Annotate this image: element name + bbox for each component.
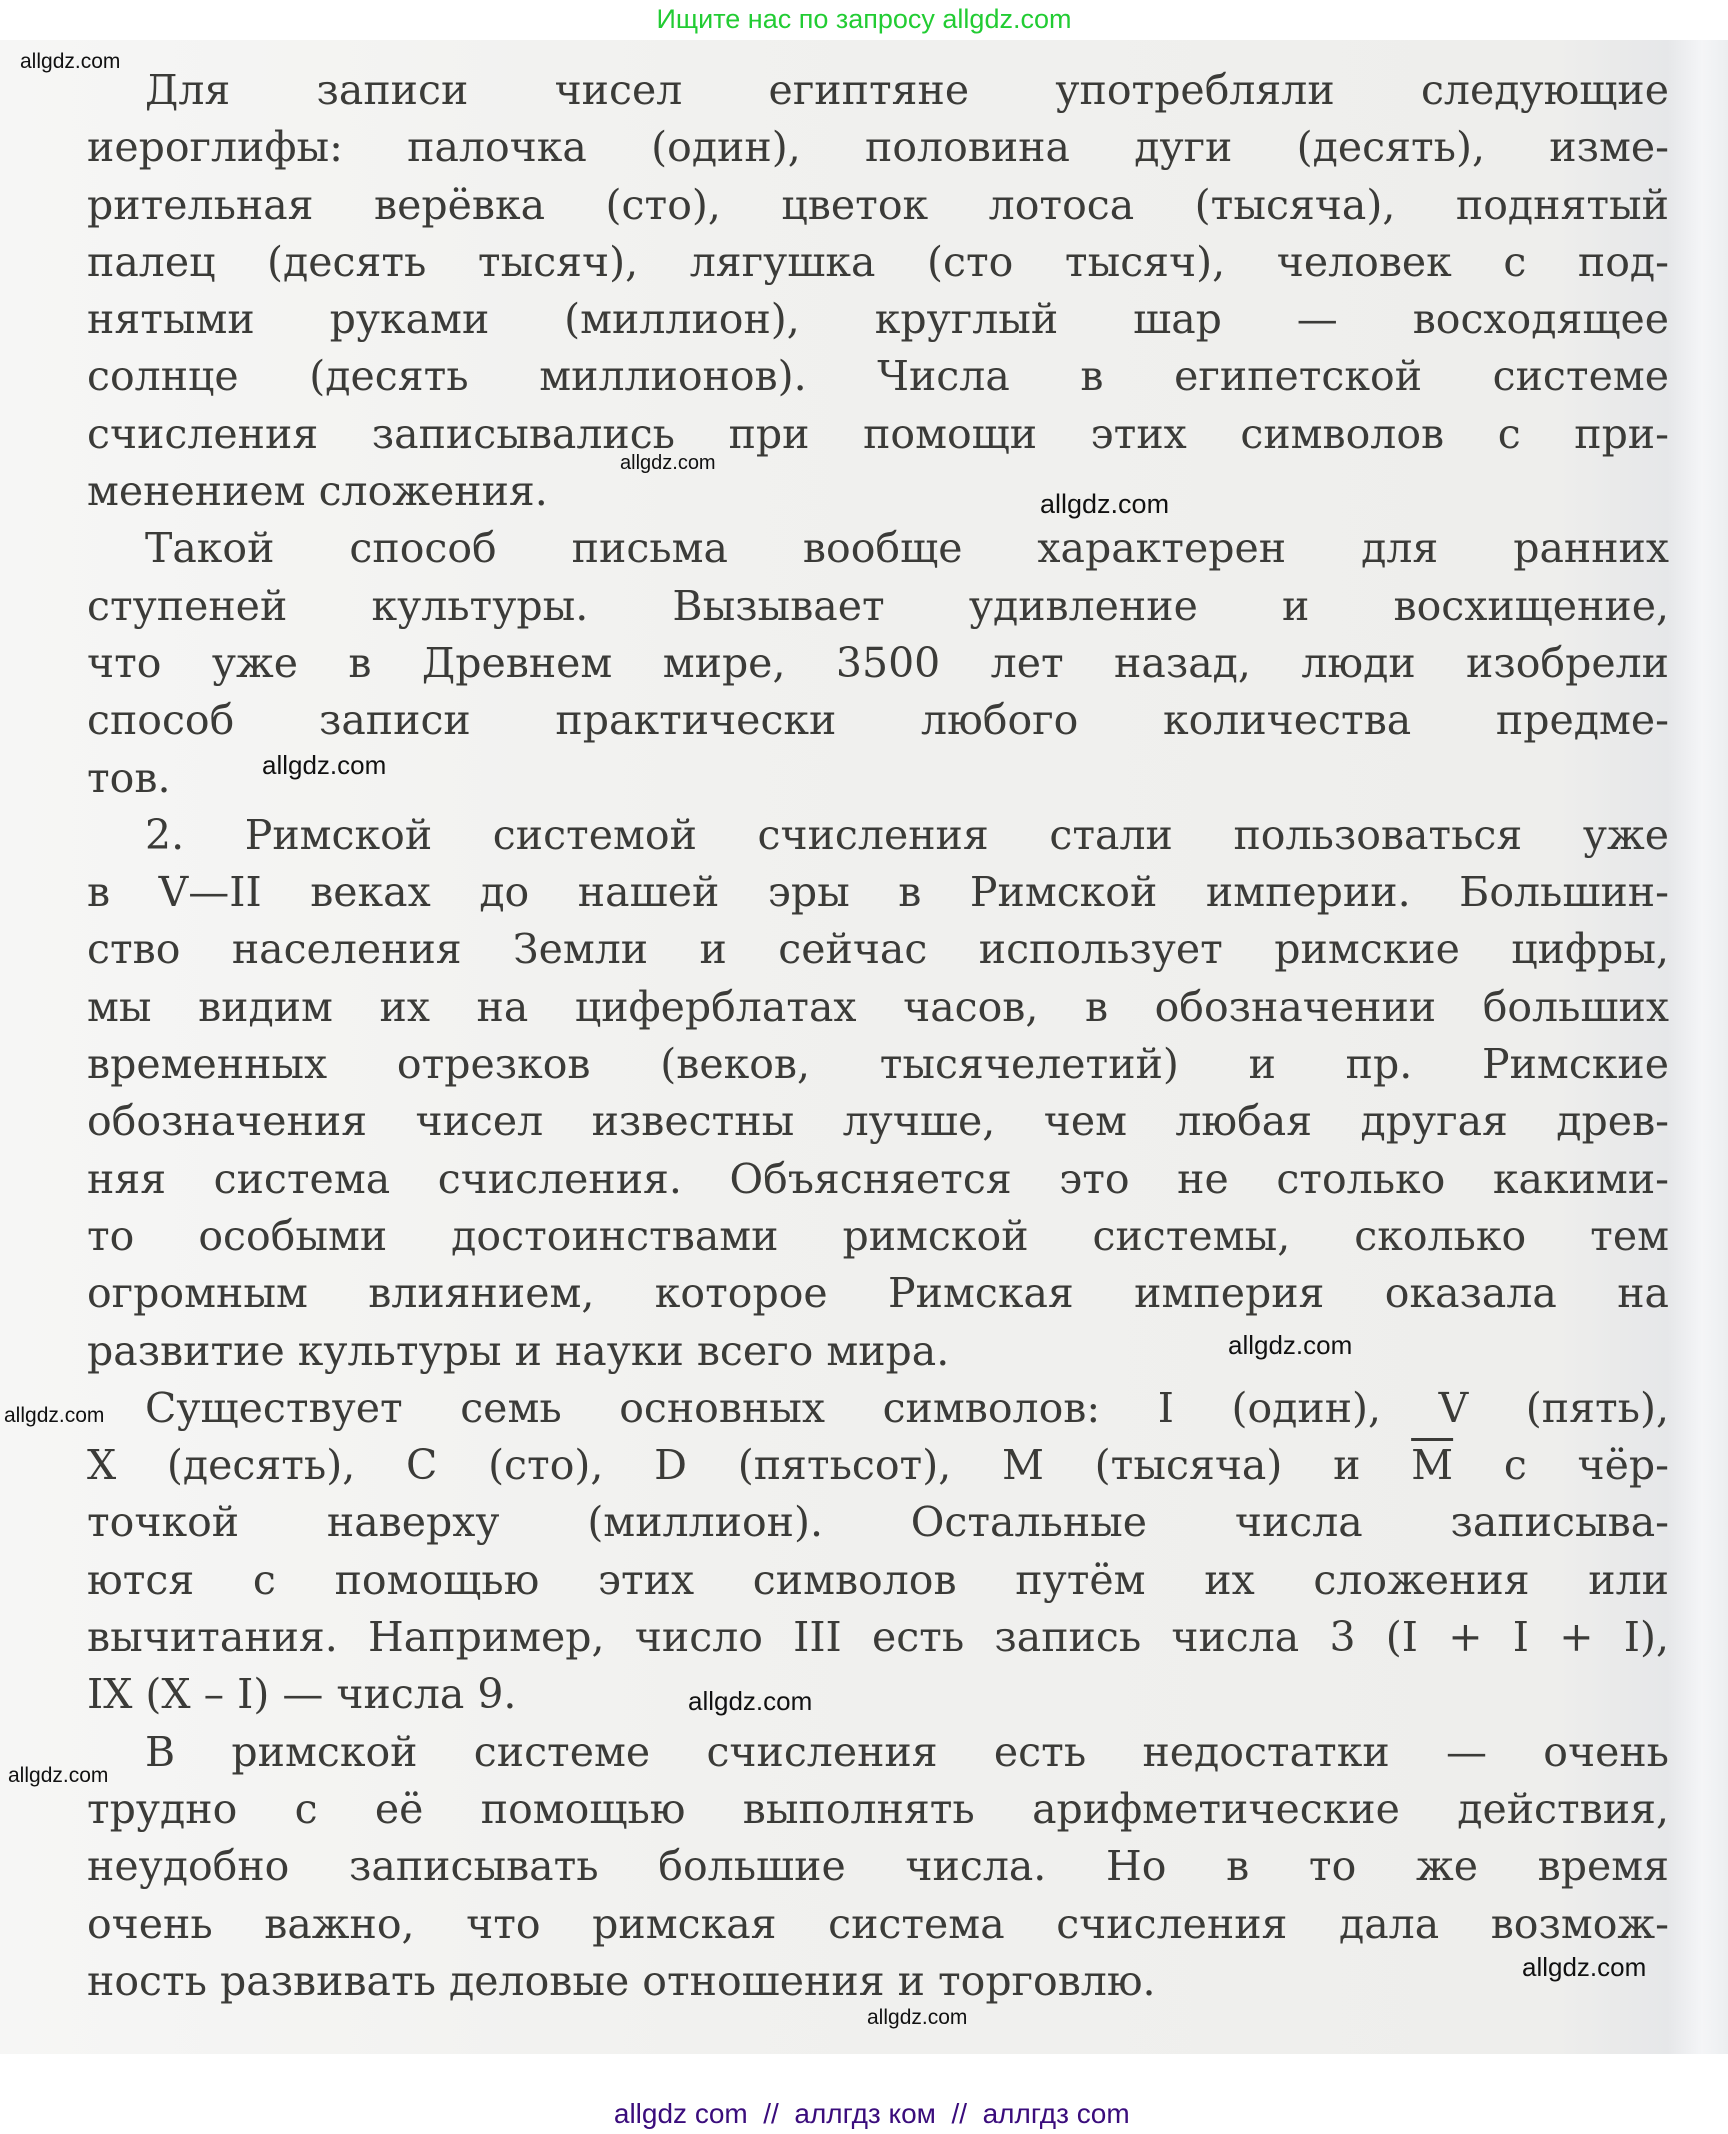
watermark: allgdz.com bbox=[1228, 1330, 1353, 1360]
text-line: ются с помощью этих символов путём их сложения или bbox=[87, 1555, 1669, 1604]
watermark: allgdz.com bbox=[620, 452, 716, 474]
text-line: менением сложения. bbox=[87, 467, 548, 516]
text-segment: с чёр- bbox=[1503, 1441, 1669, 1490]
search-us-banner-text: Ищите нас по запросу allgdz.com bbox=[656, 4, 1072, 34]
watermark: allgdz.com bbox=[262, 750, 387, 780]
watermark: allgdz.com bbox=[867, 2006, 968, 2029]
text-line: трудно с её помощью выполнять арифметические действия, bbox=[87, 1784, 1669, 1833]
text-line: точкой наверху (миллион). Остальные числа записыва- bbox=[87, 1498, 1669, 1547]
text-line: тов. bbox=[87, 753, 171, 802]
watermark: allgdz.com bbox=[20, 50, 121, 73]
footer-banner bbox=[0, 2054, 1728, 2129]
paragraph-roman-drawbacks bbox=[87, 1724, 1669, 2010]
text-segment: X (десять), C (сто), D (пятьсот), M (тысяча) и bbox=[87, 1441, 1361, 1490]
text-line-with-overline-symbol bbox=[87, 1437, 1669, 1494]
text-line: вычитания. Например, число III есть запись числа 3 (I + I + I), bbox=[87, 1613, 1669, 1662]
watermark: allgdz.com bbox=[688, 1686, 813, 1716]
text-line: что уже в Древнем мире, 3500 лет назад, люди изобрели bbox=[87, 638, 1669, 687]
textbook-page bbox=[0, 40, 1728, 2054]
text-line: Для записи чисел египтяне употребляли следующие bbox=[145, 66, 1669, 114]
text-line: Существует семь основных символов: I (один), V (пять), bbox=[145, 1383, 1669, 1432]
text-line: солнце (десять миллионов). Числа в египетской системе bbox=[87, 352, 1669, 401]
text-line: В римской системе счисления есть недостатки — очень bbox=[145, 1727, 1669, 1776]
text-line: ность развивать деловые отношения и торговлю. bbox=[87, 1956, 1156, 2005]
overlined-m-symbol: $\overline{M}$ bbox=[1411, 1441, 1454, 1490]
text-line: палец (десять тысяч), лягушка (сто тысяч), человек с под- bbox=[87, 237, 1669, 286]
watermark: allgdz.com bbox=[8, 1764, 109, 1787]
text-line: рительная верёвка (сто), цветок лотоса (тысяча), поднятый bbox=[87, 180, 1669, 229]
text-line: в V—II веках до нашей эры в Римской империи. Большин- bbox=[87, 868, 1669, 917]
text-line: нятыми руками (миллион), круглый шар — восходящее bbox=[87, 295, 1669, 344]
text-line: иероглифы: палочка (один), половина дуги (десять), изме- bbox=[87, 123, 1669, 172]
page-text bbox=[87, 62, 1669, 2010]
text-line: Такой способ письма вообще характерен для ранних bbox=[145, 524, 1669, 573]
text-line: временных отрезков (веков, тысячелетий) и пр. Римские bbox=[87, 1040, 1669, 1089]
text-line: счисления записывались при помощи этих символов с при- bbox=[87, 409, 1669, 458]
text-line: развитие культуры и науки всего мира. bbox=[87, 1326, 950, 1375]
paragraph-roman-symbols bbox=[87, 1380, 1669, 1724]
text-line: обозначения чисел известны лучше, чем любая другая древ- bbox=[87, 1097, 1669, 1146]
text-line: IX (X – I) — числа 9. bbox=[87, 1670, 517, 1719]
text-line: очень важно, что римская система счисления дала возмож- bbox=[87, 1899, 1669, 1948]
top-banner bbox=[0, 0, 1728, 40]
paragraph-egyptian-numerals bbox=[87, 62, 1669, 520]
watermark: allgdz.com bbox=[1522, 1952, 1647, 1982]
text-line: няя система счисления. Объясняется это не столько какими- bbox=[87, 1154, 1669, 1203]
text-line: 2. Римской системой счисления стали пользоваться уже bbox=[145, 810, 1669, 859]
watermark: allgdz.com bbox=[4, 1404, 105, 1427]
paragraph-roman-system bbox=[87, 807, 1669, 1380]
text-line: огромным влиянием, которое Римская империя оказала на bbox=[87, 1269, 1669, 1318]
text-line: мы видим их на циферблатах часов, в обозначении больших bbox=[87, 982, 1669, 1031]
watermark: allgdz.com bbox=[1040, 489, 1170, 519]
text-line: ство населения Земли и сейчас использует римские цифры, bbox=[87, 925, 1669, 974]
text-line: то особыми достоинствами римской системы, сколько тем bbox=[87, 1211, 1669, 1260]
text-line: неудобно записывать большие числа. Но в то же время bbox=[87, 1842, 1669, 1891]
text-line: способ записи практически любого количества предме- bbox=[87, 696, 1669, 745]
text-line: ступеней культуры. Вызывает удивление и восхищение, bbox=[87, 581, 1669, 630]
footer-site-links-text: allgdz com // аллгдз ком // аллгдз com bbox=[613, 2098, 1130, 2129]
